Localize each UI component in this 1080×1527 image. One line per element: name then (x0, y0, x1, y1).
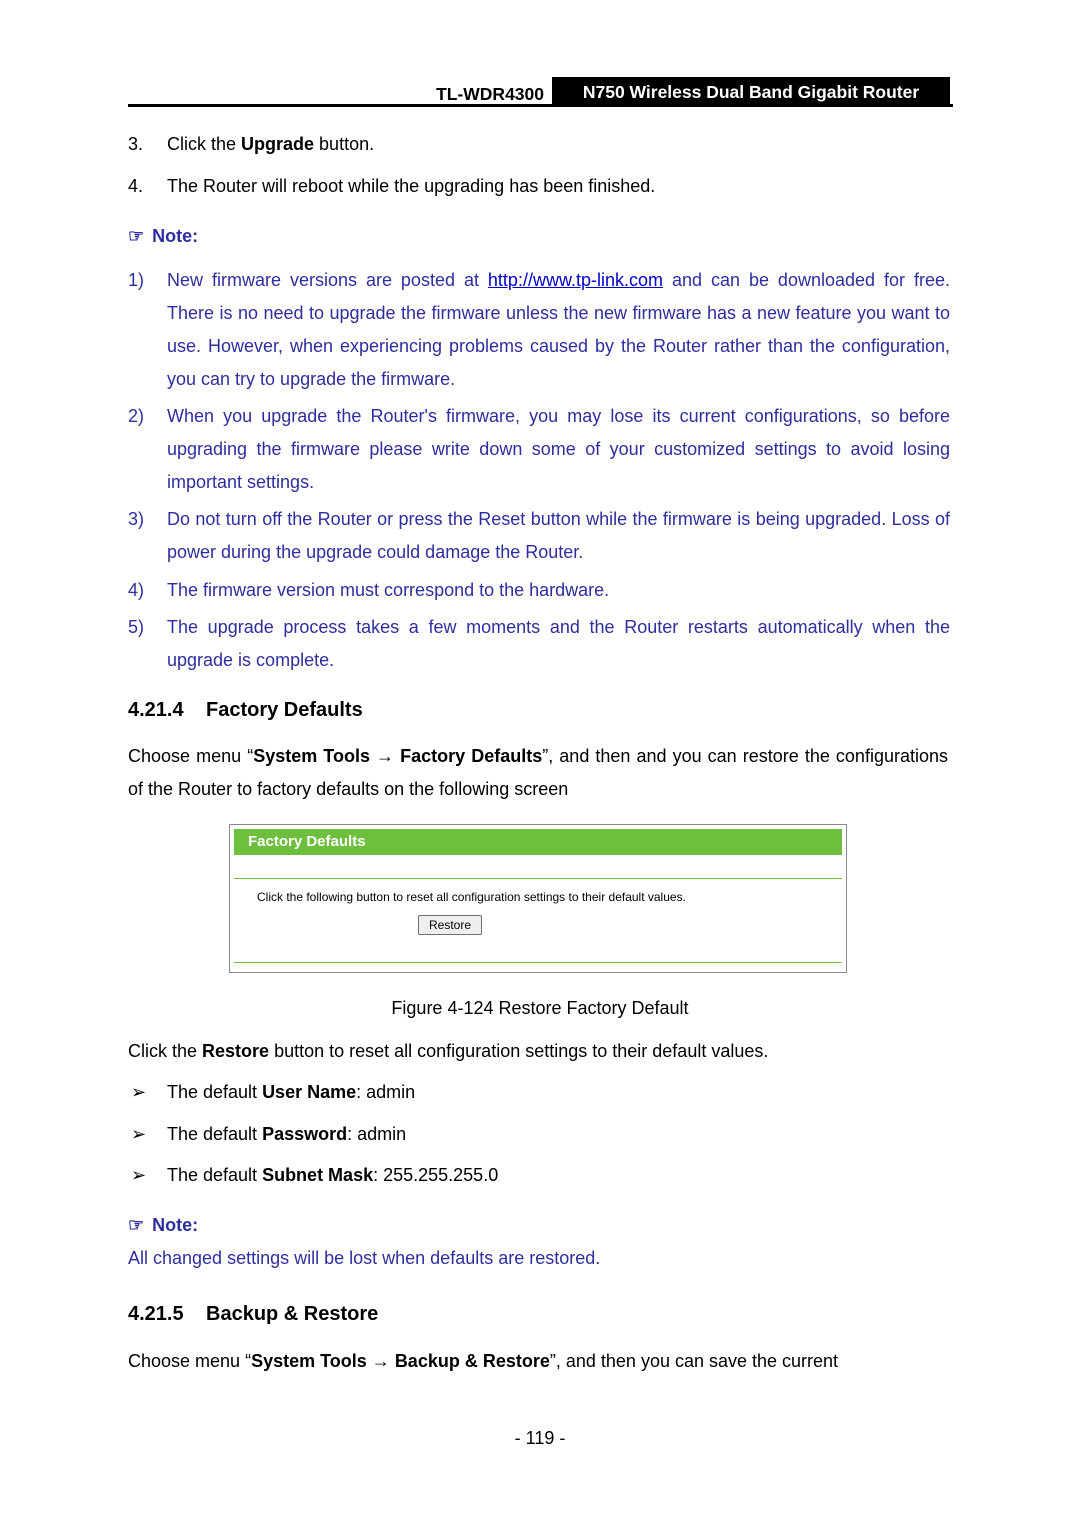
note-item-number: 2) (128, 406, 145, 426)
note-item-number: 1) (128, 270, 145, 290)
arrow-bullet-icon: ➢ (131, 1165, 147, 1185)
step-number: 4. (128, 176, 144, 196)
note-item-number: 4) (128, 580, 145, 600)
arrow-bullet-icon: ➢ (131, 1082, 147, 1102)
step-text: Click the Upgrade button. (167, 134, 375, 154)
page-number: - 119 - (514, 1428, 566, 1448)
note-item: The firmware version must correspond to the hardware. (167, 580, 610, 600)
pointing-hand-icon: ☞ (128, 1215, 145, 1235)
step-number: 3. (128, 134, 144, 154)
arrow-icon: → (376, 746, 395, 766)
divider (234, 878, 842, 879)
note-item: Do not turn off the Router or press the Reset button while the firmware is being upgraded. Loss of power during the upgrade could damage the Router. (167, 509, 950, 562)
restore-description: Click the Restore button to reset all configuration settings to their default values. (128, 1041, 769, 1061)
model-name: TL-WDR4300 (436, 84, 544, 104)
note-item: The upgrade process takes a few moments and the Router restarts automatically when the upgrade is complete. (167, 617, 950, 670)
note-item: New firmware versions are posted at http://www.tp-link.com and can be downloaded for free. There is no need to upgrade the firmware unless the new firmware has a new feature you want to use. However, when experiencing problems caused by the Router rather than the configuration, you can try to upgrade the firmware. (167, 270, 950, 389)
panel-title: Factory Defaults (234, 829, 842, 855)
note-text: All changed settings will be lost when defaults are restored. (128, 1248, 601, 1268)
figure-caption: Figure 4-124 Restore Factory Default (391, 998, 689, 1018)
default-password: The default Password: admin (167, 1124, 407, 1144)
header-rule (128, 104, 953, 107)
tp-link-url[interactable]: http://www.tp-link.com (487, 270, 663, 290)
section-intro: Choose menu “System Tools → Backup & Restore”, and then you can save the current (128, 1351, 839, 1371)
arrow-icon: → (371, 1351, 390, 1371)
note-item-number: 3) (128, 509, 145, 529)
factory-defaults-panel (229, 824, 847, 973)
section-intro: Choose menu “System Tools → Factory Defaults”, and then and you can restore the configurations of the Router to factory defaults on the following screen (128, 746, 948, 799)
default-username: The default User Name: admin (167, 1082, 416, 1102)
note-heading: ☞ Note: (128, 226, 199, 246)
note-heading: ☞ Note: (128, 1215, 199, 1235)
restore-button[interactable]: Restore (418, 915, 482, 935)
note-item-number: 5) (128, 617, 145, 637)
section-heading-backup-restore: 4.21.5 Backup & Restore (128, 1303, 379, 1325)
panel-description: Click the following button to reset all configuration settings to their default values. (257, 890, 686, 904)
step-text: The Router will reboot while the upgrading has been finished. (167, 176, 656, 196)
section-heading-factory-defaults: 4.21.4 Factory Defaults (128, 699, 363, 721)
divider (234, 962, 842, 963)
pointing-hand-icon: ☞ (128, 226, 145, 246)
note-item: When you upgrade the Router's firmware, you may lose its current configurations, so before upgrading the firmware please write down some of your customized settings to avoid losing important settings. (167, 406, 950, 492)
default-subnet-mask: The default Subnet Mask: 255.255.255.0 (167, 1165, 499, 1185)
product-title: N750 Wireless Dual Band Gigabit Router (552, 77, 950, 107)
arrow-bullet-icon: ➢ (131, 1124, 147, 1144)
